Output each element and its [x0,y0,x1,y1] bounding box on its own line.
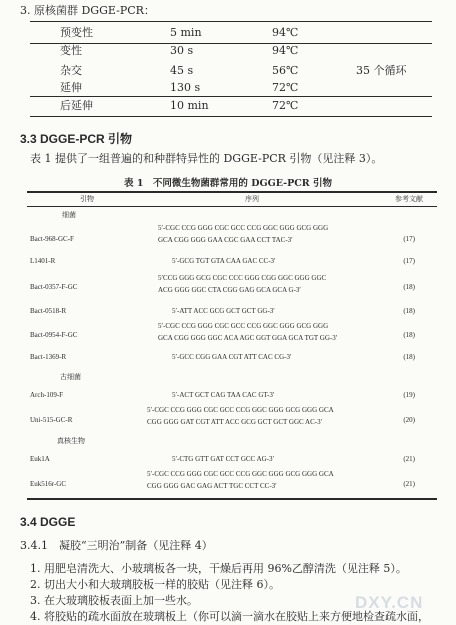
pcr-temp: 56℃ [272,64,299,77]
primer-sequence: 5′-CGC CCG GGG CGC GCC CCG GGC GGG GCG GGG GCA [147,470,334,478]
primer-name: Bact-968-GC-F [30,235,74,243]
pcr-time: 5 min [170,26,202,39]
primer-sequence: GCA CGG GGG GGC ACA AGC GGT GGA GCA TGT GG-3′ [158,334,338,342]
section-3-4-1-title: 3.4.1 凝胶“三明治”制备（见注释 4） [20,539,213,552]
group-label-archaea: 古细菌 [60,373,81,381]
primer-sequence: CGG GGG GAC GAG ACT TGC CCT CC-3′ [147,482,277,490]
primer-name: Bact-0357-F-GC [30,283,78,291]
pcr-time: 45 s [170,64,194,77]
table-bottom-rule [27,498,437,500]
reference: (18) [403,331,415,339]
procedure-step: 2. 切出大小和大玻璃胶板一样的胶贴（见注释 6）。 [30,578,280,591]
watermark: DXY.CN [355,593,424,612]
section-3-3-intro: 表 1 提供了一组普遍的和种群特异性的 DGGE-PCR 引物（见注释 3）。 [30,152,383,165]
section-3-3-title: 3.3 DGGE-PCR 引物 [20,132,133,146]
reference: (21) [403,480,415,488]
pcr-temp: 94℃ [272,44,299,57]
pcr-step: 预变性 [60,26,93,39]
pcr-cycles: 35 个循环 [356,64,407,77]
pcr-step: 延伸 [60,81,82,94]
primer-sequence: 5′-GCC CGG GAA CGT ATT CAC CG-3′ [172,353,292,361]
pcr-table-top-rule [30,21,432,22]
pcr-divider [30,96,432,97]
primer-sequence: 5′-GCG TGT GTA CAA GAC CC-3′ [172,257,276,265]
reference: (17) [403,257,415,265]
primer-sequence: GCA CGG GGG GAA CGC GAA CCT TAC-3′ [158,236,293,244]
primer-sequence: 5′-CGC CCG GGG CGC GCC CCG GGC GGG GCG GGG GCA [147,406,334,414]
group-label-bacteria: 细菌 [62,211,76,219]
primer-sequence: 5′-ATT ACC GCG GCT GCT GG-3′ [172,307,275,315]
primer-name: Uni-515-GC-R [30,416,73,424]
reference: (20) [403,416,415,424]
pcr-step: 后延伸 [60,99,93,112]
primer-name: Bact-0518-R [30,307,67,315]
table-caption: 表 1 不同微生物菌群常用的 DGGE-PCR 引物 [124,178,332,189]
primer-name: Bact-1369-R [30,353,67,361]
pcr-temp: 72℃ [272,81,299,94]
pcr-program-heading: 3. 原核菌群 DGGE-PCR： [20,4,155,17]
reference: (18) [403,353,415,361]
section-3-4-title: 3.4 DGGE [20,515,76,529]
primer-sequence: 5′-ACT GCT CAG TAA CAC GT-3′ [172,391,275,399]
primer-name: Arch-109-F [30,391,64,399]
pcr-step: 变性 [60,44,82,57]
reference: (21) [403,455,415,463]
reference: (18) [403,307,415,315]
primer-name: Euk516r-GC [30,480,67,488]
primer-sequence: 5′-CTG GTT GAT CCT GCC AG-3′ [172,455,275,463]
primer-sequence: 5′-CGC CCG GGG CGC GCC CCG GGC GGG GCG GGG [158,224,329,232]
reference: (17) [403,235,415,243]
primer-name: Euk1A [30,455,50,463]
primer-name: Bact-0954-F-GC [30,331,78,339]
procedure-step: 4. 将胶贴的疏水面放在玻璃板上（你可以滴一滴水在胶贴上来方便地检查疏水面， [30,610,429,623]
pcr-time: 30 s [170,44,194,57]
pcr-step: 杂交 [60,64,82,77]
procedure-step: 1. 用肥皂清洗大、小玻璃板各一块，干燥后再用 96%乙醇清洗（见注释 5）。 [30,562,407,575]
primer-name: L1401-R [30,257,56,265]
group-label-eukaryotes: 真核生物 [57,437,85,445]
reference: (18) [403,283,415,291]
table-header-primer: 引物 [80,195,94,203]
table-header-sequence: 序列 [245,195,259,203]
primer-sequence: 5′CCG GGG GCG CGC CCC GGG CGG GGC GGG GGC [158,274,327,282]
pcr-time: 130 s [170,81,201,94]
pcr-divider [30,43,432,44]
pcr-temp: 72℃ [272,99,299,112]
table-header-reference: 参考文献 [395,195,423,203]
table-top-rule [27,191,437,193]
reference: (19) [403,391,415,399]
pcr-table-bottom-rule [30,116,432,117]
pcr-time: 10 min [170,99,209,112]
primer-sequence: 5′-CGC CCG GGG CGC GCC CCG GGC GGG GCG GGG [158,322,329,330]
pcr-temp: 94℃ [272,26,299,39]
primer-sequence: ACG GGG GGC CTA CGG GAG GCA GCA G-3′ [158,286,301,294]
table-header-rule [27,206,437,207]
procedure-step: 3. 在大玻璃胶板表面上加一些水。 [30,594,198,607]
primer-sequence: CGG GGG GAT CGT ATT ACC GCG GCT GCT GGC AC-3′ [147,418,323,426]
